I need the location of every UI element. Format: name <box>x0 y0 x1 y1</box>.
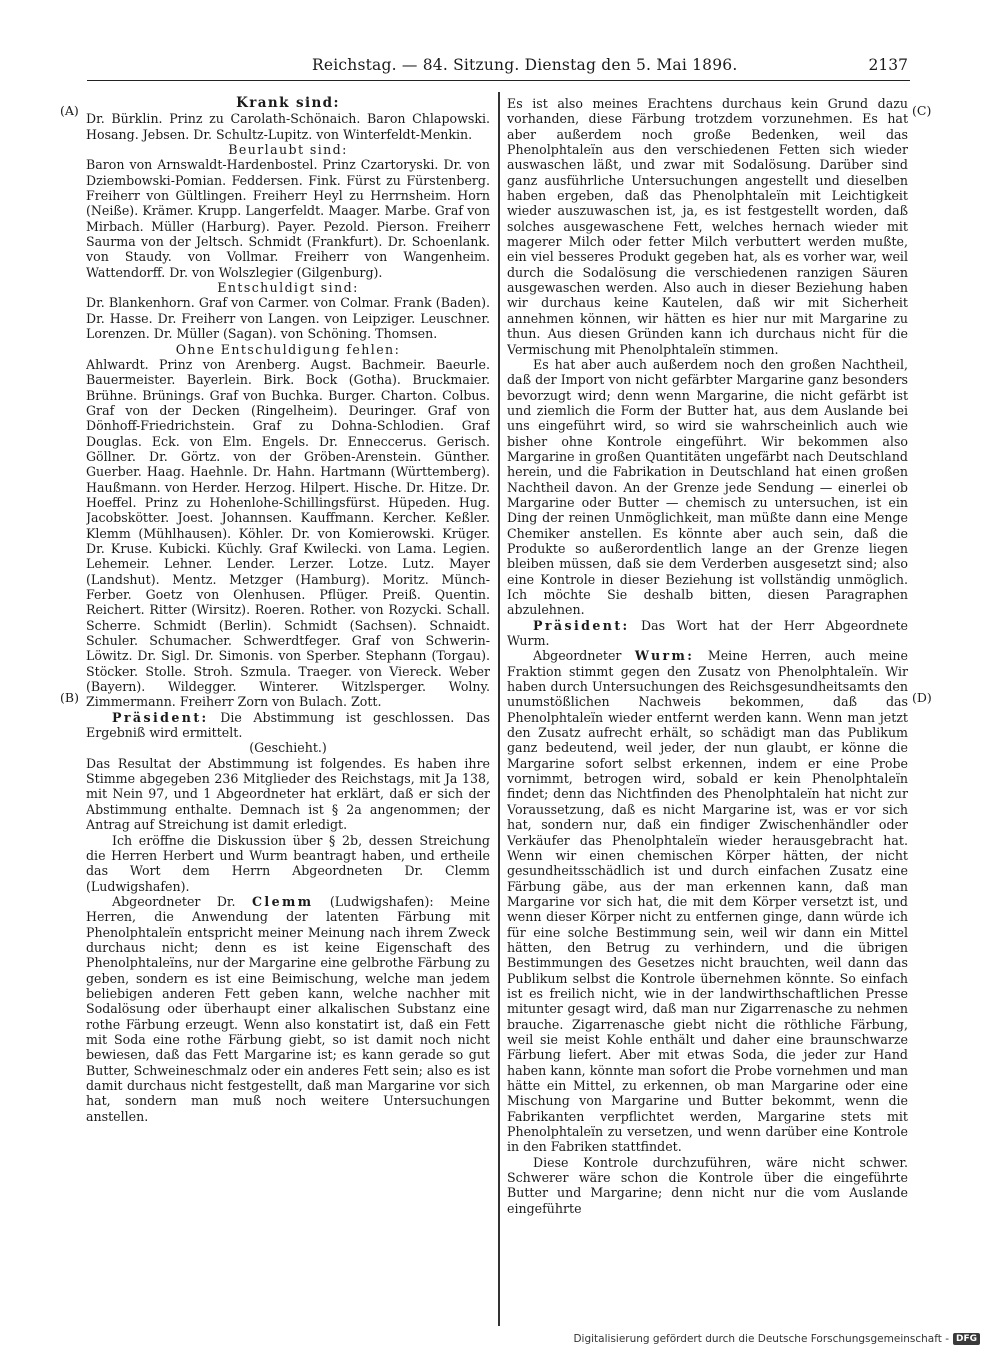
krank-heading: Krank sind: <box>236 96 340 111</box>
clemm-speech <box>86 894 490 1124</box>
vote-result-paragraph: Das Resultat der Abstimmung ist folgendes. Es haben ihre Stimme abgegeben 236 Mitglieder des Reichstags, mit Ja 138, mit Nein 97, und 1 Abgeordneter hat erklärt, daß er sich der Abstimmung enthalte. Demnach ist § 2a angenommen; der Antrag auf Streichung ist damit erledigt. <box>86 755 490 833</box>
beurlaubt-list: Baron von Arnswaldt-Hardenbostel. Prinz Czartoryski. Dr. von Dziembowski-Pomian. Feddersen. Fink. Fürst zu Fürstenberg. Freiherr von Gültlingen. Freiherr Heyl zu Herrnsheim. Horn (Neiße). Krämer. Krupp. Langerfeldt. Maager. Marbe. Graf von Mirbach. Müller (Harburg). Payer. Pezold. Pierson. Freiherr Saurma von der Jeltsch. Schmidt (Frankfurt). Dr. Schoenlank. von Staudy. von Vollmar. Freiherr von Wangenheim. Wattendorff. Dr. von Wolszlegier (Gilgenburg). <box>86 157 490 280</box>
speech-paragraph: Diese Kontrole durchzuführen, wäre nicht schwer. Schwerer wäre schon die Kontrole über die eingeführte Butter und Margarine; denn nicht nur die vom Auslande eingeführte <box>507 1154 908 1216</box>
ohne-entschuldigung-heading: Ohne Entschuldigung fehlen: <box>175 341 401 357</box>
footer-text: Digitalisierung gefördert durch die Deutsche Forschungsgemeinschaft - <box>573 1333 949 1345</box>
krank-list: Dr. Bürklin. Prinz zu Carolath-Schönaich. Baron Chlapowski. Hosang. Jebsen. Dr. Schultz-Lupitz. von Winterfeldt-Menkin. <box>86 111 490 142</box>
speaker-label: Präsident: <box>112 709 209 725</box>
speaker-name: Wurm: <box>634 648 695 664</box>
column-divider <box>498 92 500 1326</box>
margin-marker-a: (A) <box>60 103 79 118</box>
speech-paragraph: Es hat aber auch außerdem noch den großen Nachtheil, daß der Import von nicht gefärbter Margarine ganz besonders bevorzugt wird; denn wenn Margarine, die nicht gefärbt ist und ziemlich die Form der Butter hat, aus dem Auslande bei uns eingeführt wird, so wird sie wahrscheinlich auch wie bisher ohne Kontrole eingeführt. Wir bekommen also Margarine in großen Quantitäten ungefärbt nach Deutschland herein, und die Fabrikation in Deutschland hat einen großen Nachtheil davon. An der Grenze jede Sendung — einerlei ob Margarine oder Butter — chemisch zu untersuchen, ist ein Ding der reinen Unmöglichkeit, man müßte dann eine Menge Chemiker anstellen. Es könnte aber auch sein, daß die Produkte so außerordentlich lange an der Grenze liegen bleiben müssen, daß sie dem Verderben ausgesetzt sind; also eine Kontrole in dieser Beziehung ist vollständig unmöglich. Ich möchte Sie deshalb bitten, diesen Paragraphen abzulehnen. <box>507 356 908 618</box>
praesident-statement-2 <box>507 618 908 649</box>
discussion-opening-paragraph: Ich eröffne die Diskussion über § 2b, dessen Streichung die Herren Herbert und Wurm beantragt haben, und ertheile das Wort dem Herrn Abgeordneten Dr. Clemm (Ludwigshafen). <box>86 832 490 894</box>
running-header <box>87 54 910 81</box>
speech-text: Meine Herren, auch meine Fraktion stimmt gegen den Zusatz von Phenolphtaleïn. Wir haben durch Untersuchungen des Reichsgesundheitsamts den unumstößlichen Nachweis bekommen, daß das Phenolphtaleïn wieder entfernt werden kann. Wenn man jetzt den Zusatz aufrecht erhält, so schädigt man das Publikum ganz bedeutend, weil jeder, der nun glaubt, er könne die Margarine sofort selbst erkennen, indem er eine Probe vornimmt, betrogen wird, sobald er kein Phenolphtaleïn findet; denn das Nichtfinden des Phenolphtaleïn hat nicht zur Voraussetzung, daß es nicht Margarine ist, was er vor sich hat, sondern nur, daß ein findiger Zwischenhändler oder Verkäufer das Phenolphtaleïn wieder herausgebracht hat. Wenn wir einen chemischen Körper hätten, der nicht gesundheitsschädlich ist und durch einfachen Zusatz eine Färbung gäbe, aus der man erkennen kann, daß man Margarine vor sich hat, die mit dem Körper versetzt ist, und wenn dieser Körper nicht zu entfernen ginge, dann würde ich für eine solche Bestimmung sein, weil wir dann ein Mittel hätten, den Betrug zu verhindern, und die übrigen Bestimmungen des Gesetzes nicht brauchten, weil dann das Publikum selbst die Kontrole übernehmen könnte. So einfach ist es freilich nicht, wie in der landwirthschaftlichen Presse mitunter gesagt wird, daß man nur Zigarrenasche zu nehmen brauche. Zigarrenasche giebt nicht die röthliche Färbung, weil sie meist Kohle enthält und daher eine braunschwarze Färbung liefert. Aber mit etwas Soda, die jeder zur Hand haben kann, könnte man sofort die Probe vornehmen und man hätte ein Mittel, zu erkennen, ob man Margarine oder eine Mischung von Margarine und Butter bekommt, wenn die Fabrikanten verpflichtet werden, Margarine stets mit Phenolphtaleïn zu versetzen, und wenn darüber eine Kontrole in den Fabriken stattfindet. <box>507 648 908 1155</box>
praesident-text: Das Wort hat der Herr Abgeordnete Wurm. <box>507 617 908 649</box>
margin-marker-b: (B) <box>60 690 79 705</box>
speaker-name: Clemm <box>251 893 314 909</box>
wurm-speech <box>507 648 908 1154</box>
stage-direction: (Geschieht.) <box>249 740 327 756</box>
entschuldigt-list: Dr. Blankenhorn. Graf von Carmer. von Colmar. Frank (Baden). Dr. Hasse. Dr. Freiherr von Langen. von Leipziger. Leuschner. Lorenzen. Dr. Müller (Sagan). von Schöning. Thomsen. <box>86 295 490 342</box>
entschuldigt-heading: Entschuldigt sind: <box>217 280 359 296</box>
margin-marker-c: (C) <box>912 103 932 118</box>
beurlaubt-heading: Beurlaubt sind: <box>228 142 348 158</box>
speaker-prefix: Abgeordneter Dr. <box>112 893 236 909</box>
speech-paragraph: Es ist also meines Erachtens durchaus kein Grund dazu vorhanden, diese Färbung trotzdem vorzunehmen. Es hat aber außerdem noch große Bedenken, weil das Phenolphtaleïn aus den verschiedenen Fetten sich wieder auswaschen läßt, und zwar mit Sodalösung. Darüber sind ganz ausführliche Untersuchungen angestellt und dieselben haben ergeben, daß das Phenolphtaleïn mit Leichtigkeit wieder auszuwaschen ist, ja, es ist festgestellt worden, daß solches ausgewaschene Fett, welches hernach wieder mit magerer Milch oder fetter Milch verbuttert werden mußte, ein viel besseres Produkt gegeben hat, als es vorher war, weil durch die Sodalösung die verschiedenen ranzigen Säuren ausgewaschen werden. Also auch in dieser Beziehung haben wir durchaus keine Kautelen, daß wir mit Sicherheit annehmen können, wir hätten es hier nur mit Margarine zu thun. Aus diesen Gründen kann ich durchaus nicht für die Vermischung mit Phenolphtaleïn stimmen. <box>507 96 908 357</box>
praesident-statement-1 <box>86 710 490 741</box>
margin-marker-d: (D) <box>912 690 932 705</box>
digitization-footer <box>573 1333 980 1345</box>
ohne-entschuldigung-list: Ahlwardt. Prinz von Arenberg. Augst. Bachmeir. Baeurle. Bauermeister. Bayerlein. Birk. Bock (Gotha). Bruckmaier. Brühne. Brünings. Graf von Buchka. Burger. Charton. Colbus. Graf von der Decken (Ringelheim). Deuringer. Graf von Dönhoff-Friedrichstein. Graf zu Dohna-Schlodien. Graf Douglas. Eck. von Elm. Engels. Dr. Enneccerus. Gerisch. Göllner. Dr. Görtz. von der Gröben-Arenstein. Günther. Guerber. Haag. Haehnle. Dr. Hahn. Hartmann (Württemberg). Haußmann. von Herder. Herzog. Hilpert. Hische. Dr. Hitze. Dr. Hoeffel. Prinz zu Hohenlohe-Schillingsfürst. Hüpeden. Hug. Jacobskötter. Joest. Johannsen. Kauffmann. Kercher. Keßler. Klemm (Mühlhausen). Köhler. Dr. von Komierowski. Krüger. Dr. Kruse. Kubicki. Küchly. Graf Kwilecki. von Lama. Legien. Lehemeir. Lehner. Lender. Lerzer. Lotze. Lutz. Mayer (Landshut). Mentz. Metzger (Hamburg). Moritz. Münch-Ferber. Goetz von Olenhusen. Pflüger. Preiß. Quentin. Reichert. Ritter (Wirsitz). Roeren. Rother. von Rozycki. Schall. Scherre. Schmidt (Berlin). Schmidt (Sachsen). Schnaidt. Schuler. Schumacher. Schwerdtfeger. Graf von Schwerin-Löwitz. Dr. Sigl. Dr. Simonis. von Sperber. Stephann (Torgau). Stöcker. Stolle. Stroh. Szmula. Traeger. von Viereck. Weber (Bayern). Wildegger. Winterer. Witzlsperger. Wolny. Zimmermann. Freiherr Zorn von Bulach. Zott. <box>86 356 490 710</box>
praesident-text: Die Abstimmung ist geschlossen. Das Ergebniß wird ermittelt. <box>86 709 490 741</box>
left-column <box>86 96 490 1319</box>
speaker-label: Präsident: <box>533 617 630 633</box>
header-title: Reichstag. — 84. Sitzung. Dienstag den 5. Mai 1896. <box>312 56 738 74</box>
speech-text: (Ludwigshafen): Meine Herren, die Anwendung der latenten Färbung mit Phenolphtaleïn entspricht meiner Meinung nach ihrem Zweck durchaus nicht; denn es ist keine Eigenschaft des Phenolphtaleïns, nur der Margarine eine gelbrothe Färbung zu geben, sondern es ist eine Beimischung, welche man jedem beliebigen anderen Fett geben kann, welche nachher mit Sodalösung oder überhaupt einer alkalischen Substanz eine rothe Färbung erzeugt. Wenn also konstatirt ist, daß ein Fett mit Soda eine rothe Färbung giebt, so ist damit noch nicht bewiesen, daß das Fett Margarine ist; es kann gerade so gut Butter, Schweineschmalz oder ein anderes Fett sein; also es ist damit durchaus nicht festgestellt, daß man Margarine vor sich hat, sondern man muß noch weitere Untersuchungen anstellen. <box>86 893 490 1124</box>
page-number: 2137 <box>868 56 908 74</box>
speaker-prefix: Abgeordneter <box>533 648 622 664</box>
dfg-logo: DFG <box>953 1333 980 1345</box>
right-column <box>507 96 908 1319</box>
